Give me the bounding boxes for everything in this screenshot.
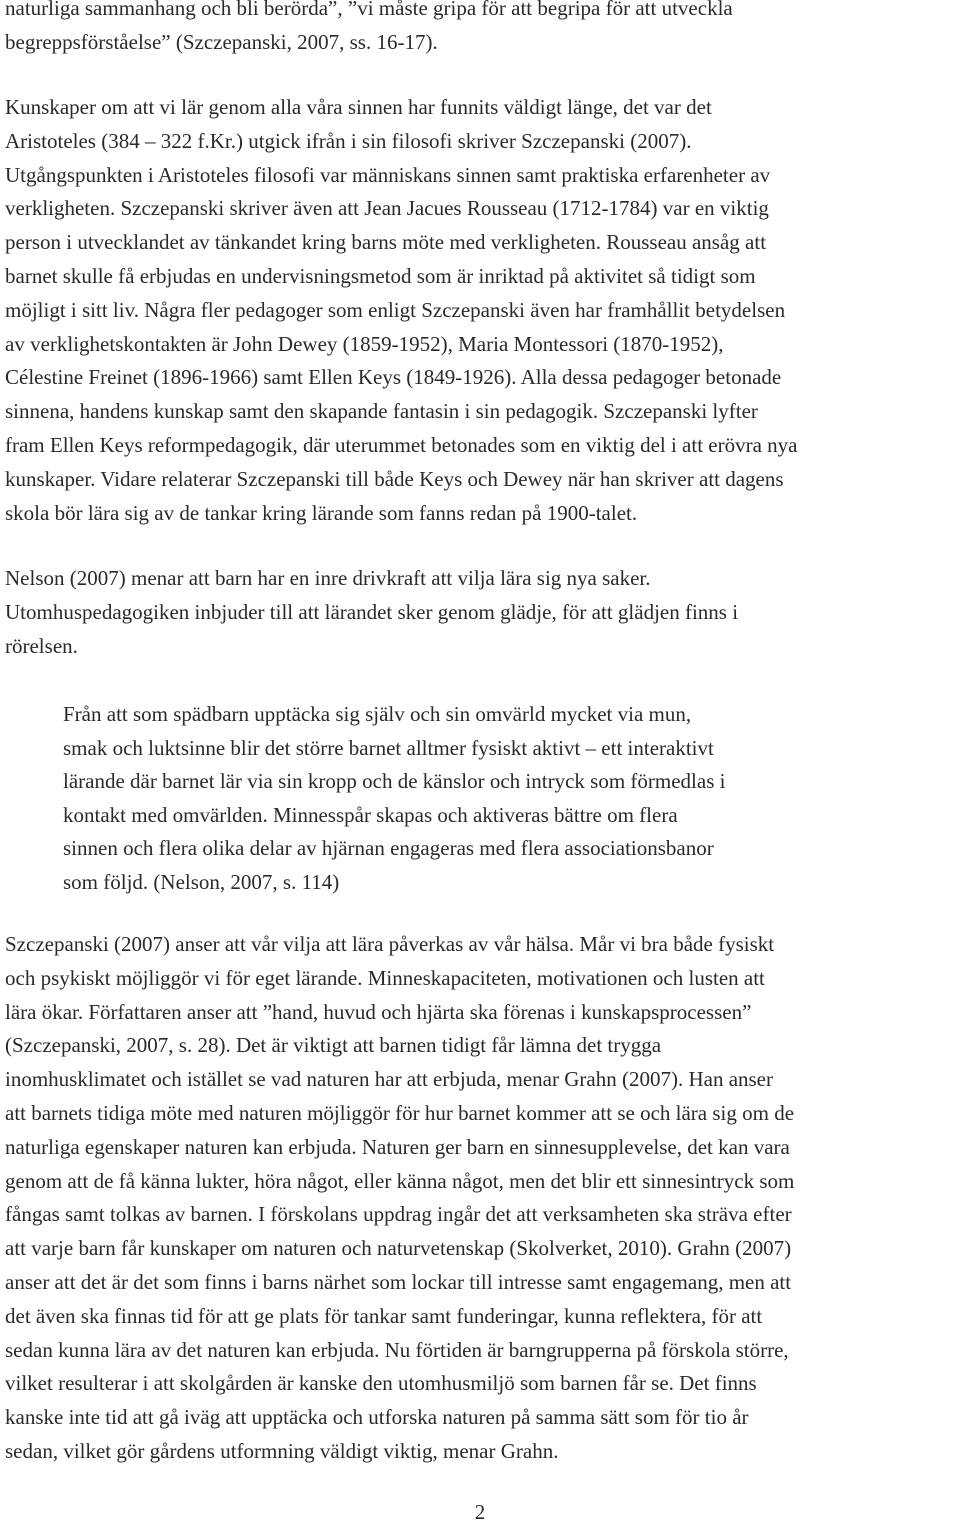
text-line: smak och luktsinne blir det större barnet alltmer fysiskt aktivt – ett interaktivt — [63, 735, 714, 760]
text-line: Nelson (2007) menar att barn har en inre drivkraft att vilja lära sig nya saker. — [5, 566, 651, 590]
paragraph-continued — [5, 0, 945, 60]
text-line: rörelsen. — [5, 633, 78, 658]
text-line: (Szczepanski, 2007, s. 28). Det är viktigt att barnen tidigt får lämna det trygga — [5, 1033, 662, 1058]
text-line: sedan kunna lära av det naturen kan erbjuda. Nu förtiden är barngrupperna på förskola större, — [5, 1337, 789, 1362]
block-quote — [63, 698, 903, 899]
text-line: Utgångspunkten i Aristoteles filosofi var människans sinnen samt praktiska erfarenheter av — [5, 162, 771, 187]
paragraph-health — [5, 928, 955, 1469]
text-line: barnet skulle få erbjudas en undervisningsmetod som är inriktad på aktivitet så tidigt som — [5, 263, 756, 288]
text-line: anser att det är det som finns i barns närhet som lockar till intresse samt engagemang, men att — [5, 1269, 792, 1294]
text-line: naturliga egenskaper naturen kan erbjuda. Naturen ger barn en sinnesupplevelse, det kan vara — [5, 1134, 790, 1159]
text-line: verkligheten. Szczepanski skriver även att Jean Jacues Rousseau (1712-1784) var en viktig — [5, 196, 769, 221]
text-line: att barnets tidiga möte med naturen möjliggör för hur barnet kommer att se och lära sig om de — [5, 1100, 795, 1125]
text-line: att varje barn får kunskaper om naturen och naturvetenskap (Skolverket, 2010). Grahn (2007) — [5, 1236, 792, 1261]
text-line: kunskaper. Vidare relaterar Szczepanski till både Keys och Dewey när han skriver att dagens — [5, 466, 784, 491]
text-line: vilket resulterar i att skolgården är kanske den utomhusmiljö som barnen får se. Det finns — [5, 1371, 757, 1396]
text-line: sedan, vilket gör gårdens utformning väldigt viktig, menar Grahn. — [5, 1438, 559, 1463]
paragraph-nelson — [5, 562, 945, 663]
text-line: Aristoteles (384 – 322 f.Kr.) utgick ifrån i sin filosofi skriver Szczepanski (2007). — [5, 128, 692, 153]
text-line: person i utvecklandet av tänkandet kring barns möte med verkligheten. Rousseau ansåg att — [5, 230, 767, 255]
text-line: kanske inte tid att gå iväg att upptäcka och utforska naturen på samma sätt som för tio år — [5, 1405, 749, 1430]
text-line: begreppsförståelse” (Szczepanski, 2007, ss. 16-17). — [5, 29, 438, 54]
text-line: Kunskaper om att vi lär genom alla våra sinnen har funnits väldigt länge, det var det — [5, 95, 712, 119]
text-line: inomhusklimatet och istället se vad naturen har att erbjuda, menar Grahn (2007). Han anser — [5, 1067, 773, 1092]
text-line: Célestine Freinet (1896-1966) samt Ellen Keys (1849-1926). Alla dessa pedagoger betonade — [5, 365, 782, 390]
text-line: Utomhuspedagogiken inbjuder till att lärandet sker genom glädje, för att glädjen finns i — [5, 599, 739, 624]
text-line: det även ska finnas tid för att ge plats för tankar samt funderingar, kunna reflektera, för att — [5, 1303, 763, 1328]
text-line: sinnena, handens kunskap samt den skapande fantasin i sin pedagogik. Szczepanski lyfter — [5, 399, 758, 424]
text-line: Från att som spädbarn upptäcka sig själv och sin omvärld mycket via mun, — [63, 702, 692, 726]
paragraph-aristoteles — [5, 91, 955, 530]
text-line: lära ökar. Författaren anser att ”hand, huvud och hjärta ska förenas i kunskapsprocessen” — [5, 999, 752, 1024]
text-line: möjligt i sitt liv. Några fler pedagoger som enligt Szczepanski även har framhållit betydelsen — [5, 297, 786, 322]
page-number: 2 — [474, 1500, 486, 1524]
text-line: naturliga sammanhang och bli berörda”, ”vi måste gripa för att begripa för att utveckla — [5, 0, 733, 20]
text-line: skola bör lära sig av de tankar kring lärande som fanns redan på 1900-talet. — [5, 500, 638, 525]
text-line: fångas samt tolkas av barnen. I förskolans uppdrag ingår det att verksamheten ska sträva efter — [5, 1202, 792, 1227]
text-line: kontakt med omvärlden. Minnesspår skapas och aktiveras bättre om flera — [63, 802, 678, 827]
text-line: lärande där barnet lär via sin kropp och de känslor och intryck som förmedlas i — [63, 769, 726, 793]
text-line: sinnen och flera olika delar av hjärnan engageras med flera associationsbanor — [63, 836, 714, 860]
text-line: och psykiskt möjliggör vi för eget lärande. Minneskapaciteten, motivationen och lusten att — [5, 965, 765, 990]
text-line: genom att de få känna lukter, höra något, eller känna något, men det blir ett sinnesintryck som — [5, 1168, 795, 1193]
text-line: Szczepanski (2007) anser att vår vilja att lära påverkas av vår hälsa. Mår vi bra både fysiskt — [5, 932, 775, 956]
text-line: av verklighetskontakten är John Dewey (1859-1952), Maria Montessori (1870-1952), — [5, 331, 724, 356]
text-line: fram Ellen Keys reformpedagogik, där uterummet betonades som en viktig del i att erövra nya — [5, 432, 798, 457]
text-line: som följd. (Nelson, 2007, s. 114) — [63, 869, 340, 894]
